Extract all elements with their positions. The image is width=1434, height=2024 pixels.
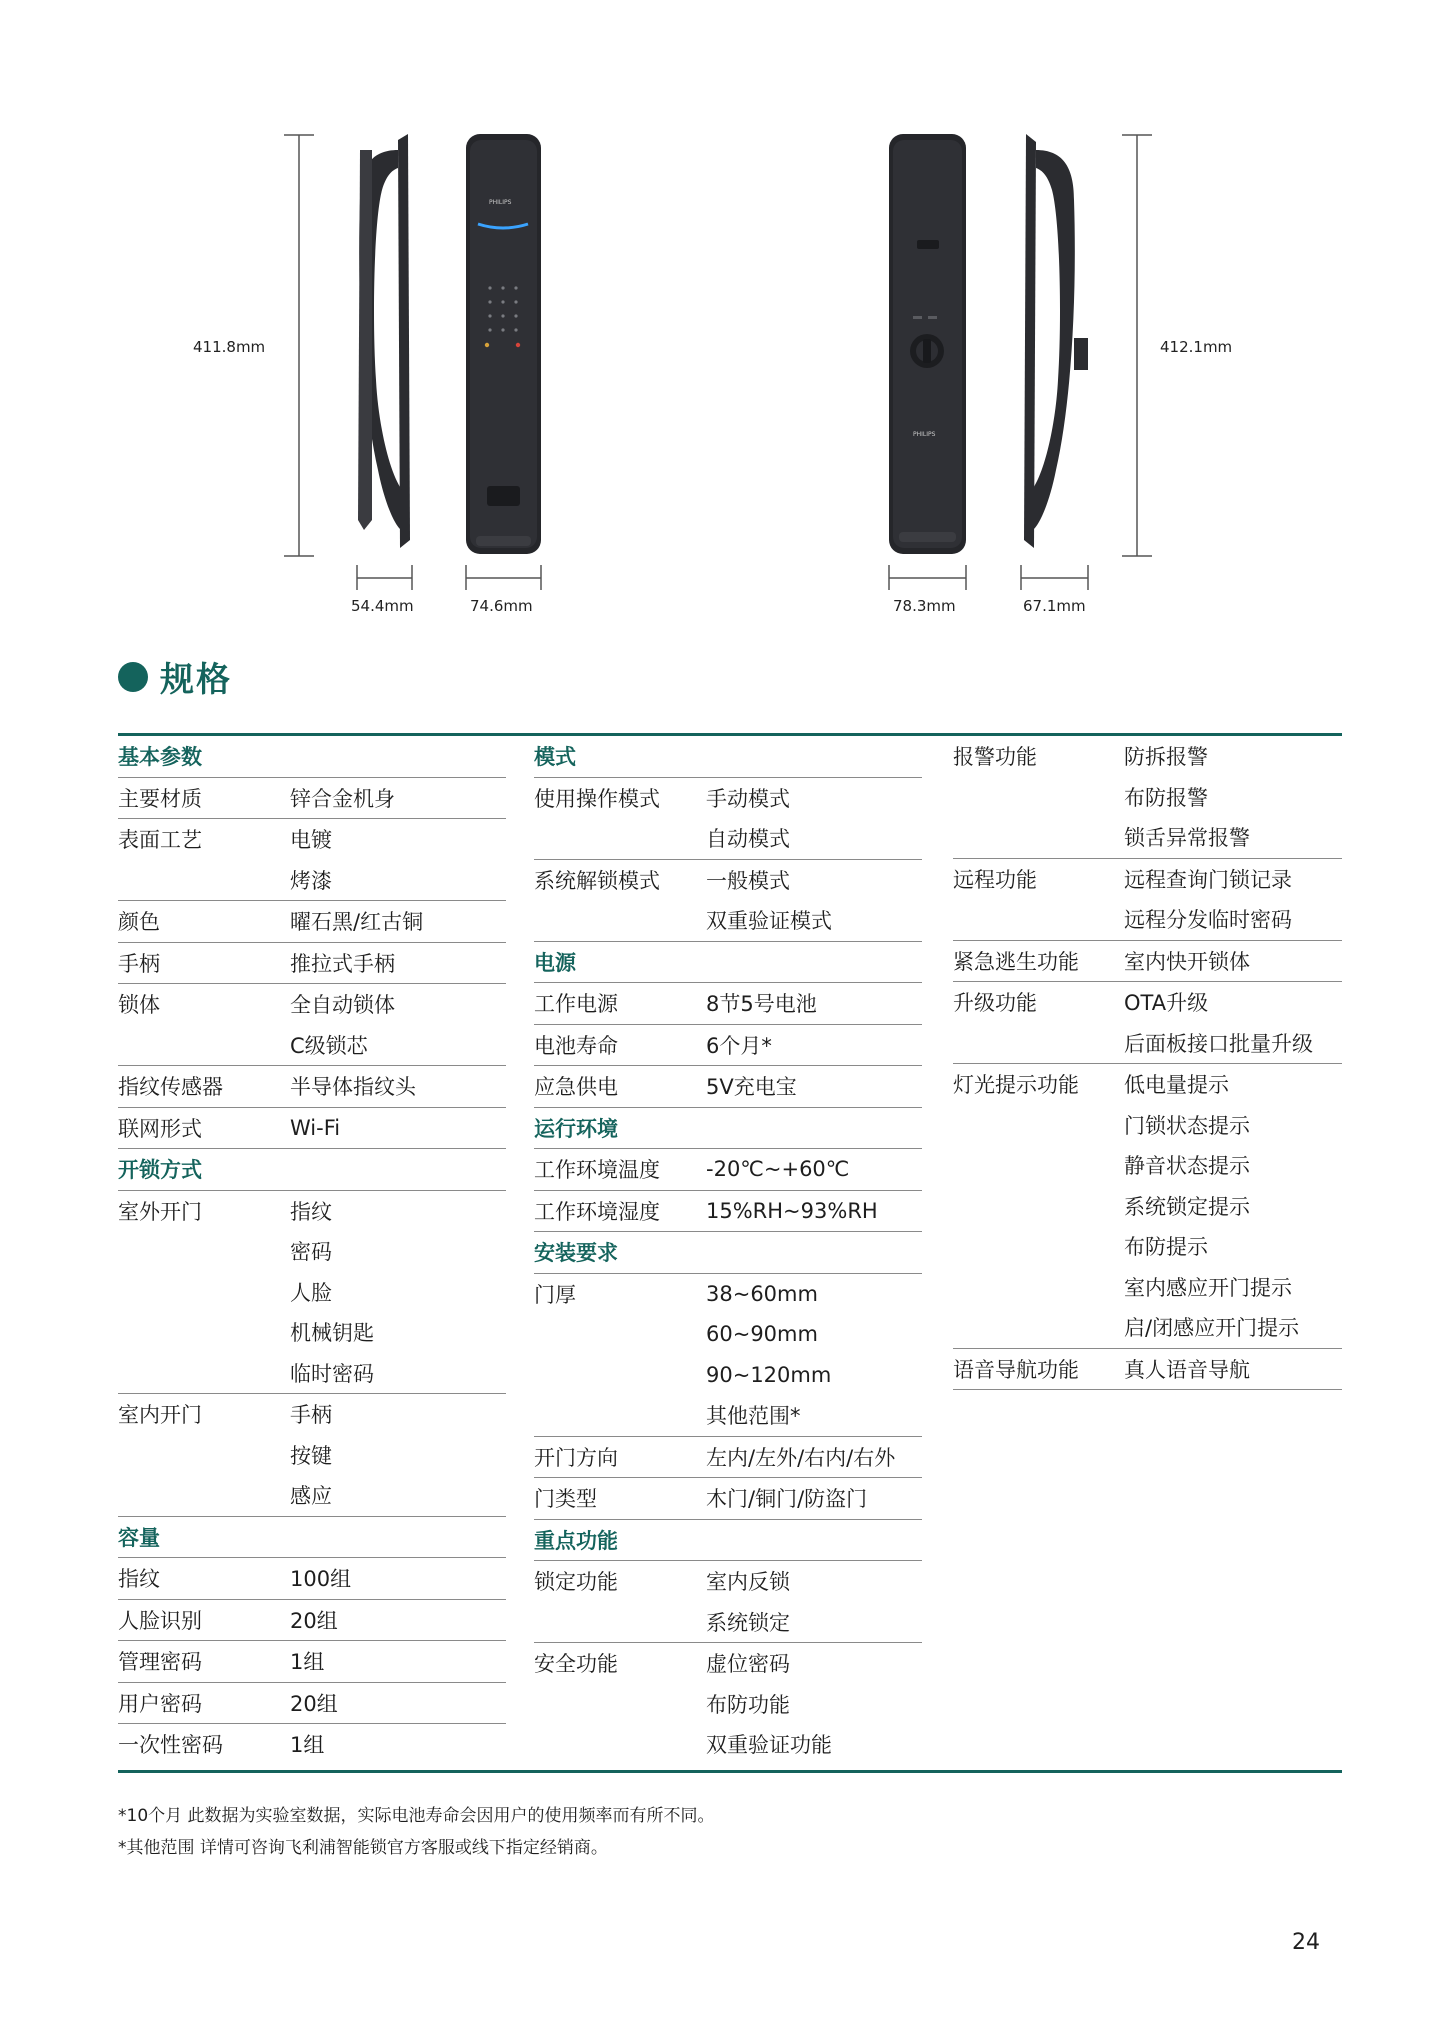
footnotes <box>118 1800 715 1864</box>
spec-key: 一次性密码 <box>118 1733 223 1758</box>
spec-row <box>534 1561 922 1602</box>
spec-row <box>118 1231 506 1272</box>
spec-row <box>534 1684 922 1725</box>
spec-key: 报警功能 <box>953 745 1037 770</box>
spec-row <box>118 1108 506 1150</box>
spec-value: 远程查询门锁记录 <box>1124 867 1292 892</box>
right-back-face <box>889 134 966 554</box>
spec-value: 手柄 <box>290 1403 332 1428</box>
spec-row <box>118 1066 506 1108</box>
right-height-label: 412.1mm <box>1160 338 1233 356</box>
spec-key: 室外开门 <box>118 1199 202 1224</box>
spec-row <box>953 1307 1342 1349</box>
front-brand-logo: PHILIPS <box>489 199 512 206</box>
page-number: 24 <box>1292 1930 1320 1955</box>
spec-key: 锁定功能 <box>534 1570 618 1595</box>
spec-row <box>118 901 506 943</box>
spec-row <box>534 1066 922 1108</box>
spec-value: 按键 <box>290 1443 332 1468</box>
spec-group-title: 基本参数 <box>118 745 202 770</box>
right-depth-label: 67.1mm <box>1023 597 1086 615</box>
spec-group-header <box>534 1232 922 1274</box>
spec-group-title: 运行环境 <box>534 1116 618 1141</box>
spec-row <box>118 984 506 1025</box>
spec-row <box>953 1226 1342 1267</box>
spec-key: 灯光提示功能 <box>953 1073 1079 1098</box>
spec-row <box>118 1312 506 1353</box>
spec-value: 布防报警 <box>1124 785 1208 810</box>
spec-value: 机械钥匙 <box>290 1321 374 1346</box>
spec-row <box>118 1641 506 1683</box>
spec-value: 锁舌异常报警 <box>1124 826 1250 851</box>
spec-value: 1组 <box>290 1733 325 1758</box>
spec-value: 指纹 <box>290 1199 332 1224</box>
left-width-label: 74.6mm <box>470 597 533 615</box>
spec-group-header <box>118 736 506 778</box>
spec-value: 系统锁定提示 <box>1124 1194 1250 1219</box>
spec-key: 工作环境湿度 <box>534 1199 660 1224</box>
spec-group-header <box>118 1517 506 1559</box>
spec-column-3 <box>953 736 1342 1390</box>
spec-value: 低电量提示 <box>1124 1073 1229 1098</box>
spec-value: 15%RH~93%RH <box>706 1198 878 1223</box>
section-title: 规格 <box>160 660 232 700</box>
spec-row <box>534 1437 922 1479</box>
spec-value: 布防提示 <box>1124 1235 1208 1260</box>
spec-row <box>953 1186 1342 1227</box>
spec-value: 木门/铜门/防盗门 <box>706 1487 868 1512</box>
spec-row <box>118 819 506 860</box>
spec-row <box>534 983 922 1025</box>
spec-key: 锁体 <box>118 993 160 1018</box>
spec-value: 真人语音导航 <box>1124 1357 1250 1382</box>
spec-key: 门厚 <box>534 1282 576 1307</box>
spec-row <box>118 1272 506 1313</box>
spec-value: 静音状态提示 <box>1124 1154 1250 1179</box>
spec-row <box>953 817 1342 859</box>
spec-value: 1组 <box>290 1650 325 1675</box>
spec-column-1 <box>118 736 506 1765</box>
spec-row <box>953 899 1342 941</box>
left-height-label: 411.8mm <box>193 338 266 356</box>
spec-key: 安全功能 <box>534 1652 618 1677</box>
spec-row <box>534 860 922 901</box>
spec-key: 紧急逃生功能 <box>953 949 1079 974</box>
spec-value: 布防功能 <box>706 1692 790 1717</box>
spec-row <box>534 778 922 819</box>
lock-illustrations <box>0 0 1434 640</box>
spec-value: 手动模式 <box>706 786 790 811</box>
spec-row <box>118 1394 506 1435</box>
spec-value: 锌合金机身 <box>290 786 395 811</box>
spec-value: 60~90mm <box>706 1322 818 1347</box>
spec-group-title: 重点功能 <box>534 1528 618 1553</box>
spec-value: 临时密码 <box>290 1361 374 1386</box>
spec-value: 感应 <box>290 1484 332 1509</box>
spec-value: 一般模式 <box>706 868 790 893</box>
spec-group-header <box>534 1108 922 1150</box>
spec-group-header <box>534 942 922 984</box>
right-width-label: 78.3mm <box>893 597 956 615</box>
spec-row <box>534 1314 922 1355</box>
spec-value: 密码 <box>290 1240 332 1265</box>
spec-row <box>953 736 1342 777</box>
spec-row <box>534 1395 922 1437</box>
spec-row <box>534 1478 922 1520</box>
spec-group-header <box>118 1149 506 1191</box>
spec-key: 用户密码 <box>118 1691 202 1716</box>
bullet-dot-icon <box>118 662 148 692</box>
spec-key: 人脸识别 <box>118 1608 202 1633</box>
back-brand-logo: PHILIPS <box>913 431 936 438</box>
spec-row <box>953 859 1342 900</box>
spec-row <box>118 1558 506 1600</box>
spec-key: 室内开门 <box>118 1403 202 1428</box>
spec-key: 电池寿命 <box>534 1033 618 1058</box>
spec-group-title: 安装要求 <box>534 1241 618 1266</box>
spec-value: 门锁状态提示 <box>1124 1113 1250 1138</box>
spec-key: 颜色 <box>118 910 160 935</box>
footnote-battery: *10个月 此数据为实验室数据，实际电池寿命会因用户的使用频率而有所不同。 <box>118 1806 715 1826</box>
right-height-dimension-line <box>1122 135 1152 556</box>
spec-row <box>118 943 506 985</box>
spec-row <box>118 1191 506 1232</box>
spec-row <box>953 1105 1342 1146</box>
spec-row <box>118 1475 506 1517</box>
spec-row <box>118 860 506 902</box>
spec-key: 管理密码 <box>118 1650 202 1675</box>
spec-value: 20组 <box>290 1608 338 1633</box>
spec-row <box>118 1683 506 1725</box>
spec-row <box>534 1643 922 1684</box>
spec-key: 应急供电 <box>534 1075 618 1100</box>
spec-value: 8节5号电池 <box>706 992 817 1017</box>
spec-value: 烤漆 <box>290 868 332 893</box>
spec-key: 表面工艺 <box>118 828 202 853</box>
spec-row <box>118 1435 506 1476</box>
spec-key: 系统解锁模式 <box>534 868 660 893</box>
spec-row <box>118 1025 506 1067</box>
spec-key: 远程功能 <box>953 867 1037 892</box>
spec-value: Wi-Fi <box>290 1115 341 1140</box>
section-heading <box>118 652 232 701</box>
spec-row <box>953 1349 1342 1391</box>
spec-group-title: 模式 <box>534 745 576 770</box>
spec-value: 其他范围* <box>706 1404 801 1429</box>
spec-value: 室内反锁 <box>706 1570 790 1595</box>
spec-row <box>953 941 1342 983</box>
left-depth-label: 54.4mm <box>351 597 414 615</box>
spec-value: 双重验证功能 <box>706 1733 832 1758</box>
spec-value: 室内快开锁体 <box>1124 949 1250 974</box>
spec-value: 半导体指纹头 <box>290 1075 416 1100</box>
spec-row <box>953 1064 1342 1105</box>
spec-value: 全自动锁体 <box>290 993 395 1018</box>
spec-group-header <box>534 1520 922 1562</box>
spec-group-title: 容量 <box>118 1525 160 1550</box>
spec-value: 38~60mm <box>706 1281 818 1306</box>
spec-key: 门类型 <box>534 1487 597 1512</box>
spec-value: 左内/左外/右内/右外 <box>706 1445 896 1470</box>
spec-value: 系统锁定 <box>706 1610 790 1635</box>
right-side-profile <box>1024 134 1088 548</box>
width-dimension-lines <box>357 565 1088 590</box>
spec-row <box>953 1267 1342 1308</box>
spec-row <box>534 900 922 942</box>
spec-row <box>953 777 1342 818</box>
spec-value: 启/闭感应开门提示 <box>1124 1316 1300 1341</box>
spec-key: 指纹 <box>118 1567 160 1592</box>
spec-group-header <box>534 736 922 778</box>
spec-key: 联网形式 <box>118 1116 202 1141</box>
spec-value: 人脸 <box>290 1280 332 1305</box>
spec-row <box>534 1724 922 1765</box>
spec-value: -20℃~+60℃ <box>706 1157 850 1182</box>
left-height-dimension-line <box>284 135 314 556</box>
spec-value: 防拆报警 <box>1124 745 1208 770</box>
spec-value: 自动模式 <box>706 827 790 852</box>
left-front-face <box>466 134 541 554</box>
spec-row <box>534 1149 922 1191</box>
spec-row <box>118 778 506 820</box>
footnote-other-range: *其他范围 详情可咨询飞利浦智能锁官方客服或线下指定经销商。 <box>118 1838 608 1858</box>
spec-value: 20组 <box>290 1691 338 1716</box>
spec-row <box>953 982 1342 1023</box>
spec-value: 6个月* <box>706 1033 772 1058</box>
spec-row <box>953 1145 1342 1186</box>
table-bottom-rule <box>118 1770 1342 1773</box>
spec-row <box>534 1025 922 1067</box>
spec-key: 开门方向 <box>534 1445 618 1470</box>
spec-row <box>118 1724 506 1765</box>
spec-value: C级锁芯 <box>290 1033 368 1058</box>
spec-column-2 <box>534 736 922 1765</box>
spec-key: 工作环境温度 <box>534 1158 660 1183</box>
spec-row <box>534 1191 922 1233</box>
spec-value: 双重验证模式 <box>706 909 832 934</box>
spec-value: 远程分发临时密码 <box>1124 908 1292 933</box>
spec-row <box>534 1274 922 1315</box>
spec-value: 后面板接口批量升级 <box>1124 1031 1313 1056</box>
spec-value: 室内感应开门提示 <box>1124 1275 1292 1300</box>
spec-value: 电镀 <box>290 828 332 853</box>
spec-value: 推拉式手柄 <box>290 951 395 976</box>
spec-value: 100组 <box>290 1567 352 1592</box>
spec-key: 语音导航功能 <box>953 1357 1079 1382</box>
spec-row <box>953 1023 1342 1065</box>
spec-group-title: 电源 <box>534 950 576 975</box>
left-side-profile <box>358 134 410 548</box>
spec-row <box>534 1355 922 1396</box>
spec-key: 指纹传感器 <box>118 1075 223 1100</box>
spec-row <box>534 818 922 860</box>
spec-value: 5V充电宝 <box>706 1075 797 1100</box>
spec-value: 虚位密码 <box>706 1652 790 1677</box>
spec-row <box>118 1600 506 1642</box>
spec-row <box>118 1353 506 1395</box>
spec-key: 使用操作模式 <box>534 786 660 811</box>
spec-key: 手柄 <box>118 951 160 976</box>
spec-row <box>534 1602 922 1644</box>
spec-key: 主要材质 <box>118 786 202 811</box>
spec-value: 曜石黑/红古铜 <box>290 910 424 935</box>
product-figures <box>0 0 1434 640</box>
spec-key: 工作电源 <box>534 992 618 1017</box>
spec-group-title: 开锁方式 <box>118 1158 202 1183</box>
spec-value: 90~120mm <box>706 1362 832 1387</box>
spec-key: 升级功能 <box>953 991 1037 1016</box>
spec-value: OTA升级 <box>1124 991 1209 1016</box>
